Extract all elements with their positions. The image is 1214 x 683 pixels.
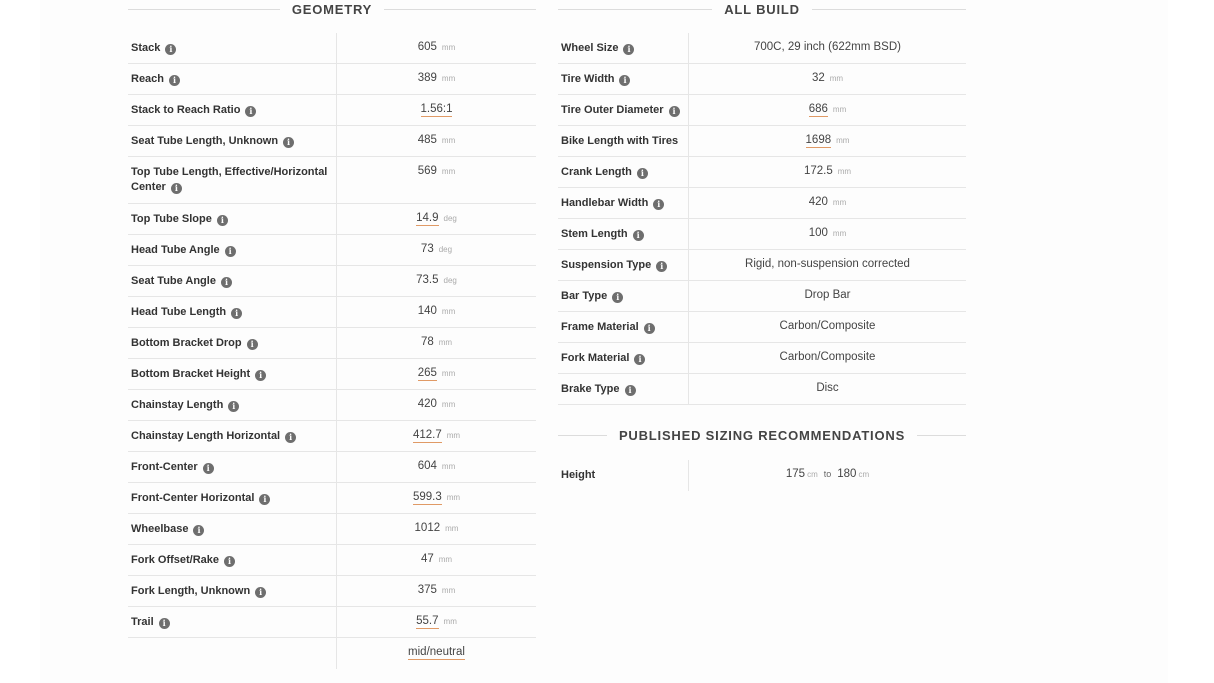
row-value-text: 389: [417, 72, 437, 84]
row-label-text: Front-Center Horizontal: [131, 492, 255, 504]
row-label-text: Fork Material: [561, 352, 630, 364]
info-icon[interactable]: i: [231, 308, 242, 319]
row-value-text: 172.5: [803, 165, 833, 177]
info-icon[interactable]: i: [245, 106, 256, 117]
row-unit: mm: [829, 74, 844, 83]
row-label: [128, 452, 336, 482]
row-value-text[interactable]: 599.3: [412, 491, 442, 503]
row-label-text: Wheel Size: [561, 42, 619, 54]
row-value-text: 605: [417, 41, 437, 53]
row-label: [558, 157, 688, 187]
row-value: [688, 95, 966, 125]
row-label: [128, 204, 336, 234]
row-label: [128, 390, 336, 420]
row-value: [336, 359, 536, 389]
table-row: [128, 452, 536, 483]
row-label: [128, 576, 336, 606]
info-icon[interactable]: i: [633, 230, 644, 241]
row-value-text[interactable]: 1.56:1: [420, 103, 453, 115]
table-row: [558, 64, 966, 95]
info-icon[interactable]: i: [619, 75, 630, 86]
row-label-text: Frame Material: [561, 321, 639, 333]
table-row: [128, 297, 536, 328]
table-row: [128, 421, 536, 452]
info-icon[interactable]: i: [203, 463, 214, 474]
row-label: [558, 219, 688, 249]
geometry-section: [128, 0, 536, 669]
row-value: [336, 576, 536, 606]
row-label: [558, 374, 688, 404]
geometry-header: [128, 0, 536, 18]
geometry-title: GEOMETRY: [291, 1, 373, 17]
table-row: [128, 266, 536, 297]
row-label-text: Suspension Type: [561, 259, 652, 271]
row-label-text: Stem Length: [561, 228, 628, 240]
row-label-text: Handlebar Width: [561, 197, 649, 209]
row-value: [336, 328, 536, 358]
row-value: [688, 33, 966, 63]
row-label: [558, 33, 688, 63]
row-label-text: Bottom Bracket Drop: [131, 337, 242, 349]
row-value-text: Disc: [816, 382, 839, 394]
row-value-text: 420: [808, 196, 828, 208]
row-label: [128, 33, 336, 63]
row-unit: mm: [441, 369, 456, 378]
table-row: [128, 638, 536, 669]
row-value-text[interactable]: 412.7: [412, 429, 442, 441]
row-value-text: 140: [417, 305, 437, 317]
table-row: [128, 514, 536, 545]
row-label: [128, 607, 336, 637]
row-value: [688, 374, 966, 404]
row-label-text: Head Tube Angle: [131, 244, 220, 256]
info-icon[interactable]: i: [217, 215, 228, 226]
table-row: [128, 126, 536, 157]
row-unit: mm: [445, 524, 459, 533]
row-value: [336, 483, 536, 513]
table-row: [558, 460, 966, 491]
table-row: [558, 126, 966, 157]
height-to: to: [823, 469, 832, 479]
row-value-text: 375: [417, 584, 437, 596]
table-row: [558, 312, 966, 343]
table-row: [558, 250, 966, 281]
build-title: ALL BUILD: [724, 1, 800, 17]
geometry-table: [128, 33, 536, 669]
info-icon[interactable]: i: [221, 277, 232, 288]
row-value: [336, 235, 536, 265]
sizing-table: [558, 460, 966, 491]
info-icon[interactable]: i: [623, 44, 634, 55]
info-icon[interactable]: i: [255, 370, 266, 381]
table-row: [128, 33, 536, 64]
info-icon[interactable]: i: [255, 587, 266, 598]
trail-category-link[interactable]: mid/neutral: [408, 646, 465, 658]
row-value-text: 47: [420, 553, 434, 565]
row-label: [558, 250, 688, 280]
info-icon[interactable]: i: [225, 246, 236, 257]
row-unit: mm: [441, 43, 456, 52]
table-row: [128, 64, 536, 95]
row-value: [688, 250, 966, 280]
row-value: [336, 157, 536, 203]
info-icon[interactable]: i: [224, 556, 235, 567]
table-row: [128, 204, 536, 235]
table-row: [128, 328, 536, 359]
row-value-text: 700C, 29 inch (622mm BSD): [753, 41, 901, 53]
table-row: [128, 390, 536, 421]
row-label-text: Tire Outer Diameter: [561, 104, 664, 116]
row-label: [128, 297, 336, 327]
row-unit: mm: [441, 462, 456, 471]
row-unit: mm: [438, 555, 453, 564]
row-label-text: Stack to Reach Ratio: [131, 104, 241, 116]
row-unit: mm: [441, 167, 456, 176]
table-row: [128, 235, 536, 266]
row-value: [336, 297, 536, 327]
row-label-text: Brake Type: [561, 383, 620, 395]
row-label: [128, 64, 336, 94]
row-value-text[interactable]: 14.9: [416, 212, 439, 224]
row-value: [336, 452, 536, 482]
row-label-text: Fork Offset/Rake: [131, 554, 220, 566]
row-label-text: Chainstay Length: [131, 399, 224, 411]
info-icon[interactable]: i: [644, 323, 655, 334]
row-unit: mm: [441, 586, 456, 595]
info-icon[interactable]: i: [285, 432, 296, 443]
row-unit: mm: [441, 307, 456, 316]
row-value-text: 73.5: [416, 274, 439, 286]
table-row: [558, 219, 966, 250]
info-icon[interactable]: i: [247, 339, 258, 350]
info-icon[interactable]: i: [669, 106, 680, 117]
info-icon[interactable]: i: [228, 401, 239, 412]
row-label-text: Seat Tube Angle: [131, 275, 216, 287]
info-icon[interactable]: i: [625, 385, 636, 396]
row-label: [128, 157, 336, 203]
row-value: [336, 607, 536, 637]
row-unit: mm: [441, 74, 456, 83]
row-value-text: 420: [417, 398, 437, 410]
row-unit: deg: [443, 214, 457, 223]
build-section: [558, 0, 966, 491]
row-label-text: Head Tube Length: [131, 306, 227, 318]
height-min: 175: [785, 468, 806, 480]
row-unit: mm: [441, 136, 456, 145]
row-value-text: Drop Bar: [804, 289, 851, 301]
info-icon[interactable]: i: [165, 44, 176, 55]
row-label-text: Stack: [131, 42, 161, 54]
row-value-text: 32: [811, 72, 825, 84]
info-icon[interactable]: i: [634, 354, 645, 365]
table-row: [128, 483, 536, 514]
row-label: [558, 188, 688, 218]
table-row: [558, 343, 966, 374]
row-value: [688, 126, 966, 156]
row-value-text[interactable]: 55.7: [416, 615, 439, 627]
row-value: [336, 545, 536, 575]
row-label: [558, 95, 688, 125]
row-value-text: 100: [808, 227, 828, 239]
row-label: [558, 312, 688, 342]
row-label: [128, 266, 336, 296]
table-row: [558, 95, 966, 126]
table-row: [128, 157, 536, 204]
row-label: [558, 64, 688, 94]
info-icon[interactable]: i: [653, 199, 664, 210]
height-max: 180: [837, 468, 857, 480]
row-value-text[interactable]: 686: [808, 103, 828, 115]
row-value: [336, 204, 536, 234]
row-label: [558, 281, 688, 311]
row-value-text: 485: [417, 134, 437, 146]
row-unit: deg: [443, 276, 457, 285]
height-label: Height: [561, 469, 596, 481]
row-value-text: Carbon/Composite: [779, 351, 876, 363]
row-label: [558, 126, 688, 156]
row-value-text[interactable]: 265: [417, 367, 437, 379]
row-label: [128, 328, 336, 358]
row-unit: mm: [438, 338, 453, 347]
row-unit: mm: [832, 105, 847, 114]
row-label-text: Chainstay Length Horizontal: [131, 430, 281, 442]
row-value-text: Carbon/Composite: [779, 320, 876, 332]
table-row: [128, 545, 536, 576]
row-label: [558, 343, 688, 373]
build-header: [558, 0, 966, 18]
row-label: [128, 235, 336, 265]
table-row: [558, 33, 966, 64]
info-icon[interactable]: i: [259, 494, 270, 505]
row-label-text: Seat Tube Length, Unknown: [131, 135, 279, 147]
build-table: [558, 33, 966, 405]
row-value: [688, 312, 966, 342]
info-icon[interactable]: i: [612, 292, 623, 303]
info-icon[interactable]: i: [637, 168, 648, 179]
row-value: [688, 219, 966, 249]
row-value-text: 1012: [414, 522, 441, 534]
height-min-unit: cm: [807, 470, 818, 479]
row-value: [336, 390, 536, 420]
row-label: [128, 514, 336, 544]
row-label: [128, 359, 336, 389]
row-value: [688, 281, 966, 311]
row-value: [336, 126, 536, 156]
row-label: [128, 483, 336, 513]
row-label: [128, 545, 336, 575]
table-row: [558, 188, 966, 219]
row-label: [128, 95, 336, 125]
row-unit: mm: [836, 136, 850, 145]
info-icon[interactable]: i: [169, 75, 180, 86]
row-label-empty: [128, 638, 336, 669]
row-label-text: Crank Length: [561, 166, 632, 178]
row-value: [336, 421, 536, 451]
row-value: [688, 343, 966, 373]
row-label-text: Bar Type: [561, 290, 608, 302]
table-row: [128, 95, 536, 126]
row-value: [688, 64, 966, 94]
row-value-text: 78: [420, 336, 434, 348]
sizing-header: [558, 426, 966, 444]
row-label-text: Reach: [131, 73, 165, 85]
sizing-title: PUBLISHED SIZING RECOMMENDATIONS: [618, 427, 906, 443]
row-label: [128, 126, 336, 156]
row-unit: mm: [441, 400, 456, 409]
row-label-text: Bottom Bracket Height: [131, 368, 251, 380]
info-icon[interactable]: i: [171, 183, 182, 194]
row-value: [688, 188, 966, 218]
row-label-text: Top Tube Slope: [131, 213, 212, 225]
table-row: [558, 157, 966, 188]
row-label-text: Wheelbase: [131, 523, 189, 535]
row-value-text: 604: [417, 460, 437, 472]
row-unit: mm: [832, 229, 847, 238]
row-unit: mm: [832, 198, 847, 207]
row-unit: mm: [446, 493, 461, 502]
row-value-text: 569: [417, 165, 437, 177]
row-label-text: Top Tube Length, Effective/Horizontal Center: [131, 166, 328, 193]
table-row: [558, 281, 966, 312]
height-max-unit: cm: [858, 470, 870, 479]
row-label-text: Trail: [131, 616, 154, 628]
row-unit: mm: [446, 431, 461, 440]
table-row: [128, 359, 536, 390]
table-row: [128, 576, 536, 607]
row-value: [336, 266, 536, 296]
row-unit: deg: [438, 245, 453, 254]
row-value: [688, 157, 966, 187]
row-unit: mm: [443, 617, 457, 626]
row-value-text: 73: [420, 243, 434, 255]
info-icon[interactable]: i: [656, 261, 667, 272]
row-label-text: Bike Length with Tires: [561, 135, 679, 147]
row-value-text[interactable]: 1698: [805, 134, 832, 146]
row-label-text: Front-Center: [131, 461, 198, 473]
row-label: [128, 421, 336, 451]
info-icon[interactable]: i: [193, 525, 204, 536]
row-value: [336, 95, 536, 125]
row-value-text: Rigid, non-suspension corrected: [745, 258, 910, 270]
table-row: [558, 374, 966, 405]
height-value: [688, 460, 966, 491]
row-value: [336, 33, 536, 63]
row-value: [336, 638, 536, 669]
info-icon[interactable]: i: [283, 137, 294, 148]
row-unit: mm: [837, 167, 852, 176]
row-label-text: Tire Width: [561, 73, 615, 85]
row-value: [336, 514, 536, 544]
info-icon[interactable]: i: [159, 618, 170, 629]
table-row: [128, 607, 536, 638]
row-label-text: Fork Length, Unknown: [131, 585, 251, 597]
row-value: [336, 64, 536, 94]
